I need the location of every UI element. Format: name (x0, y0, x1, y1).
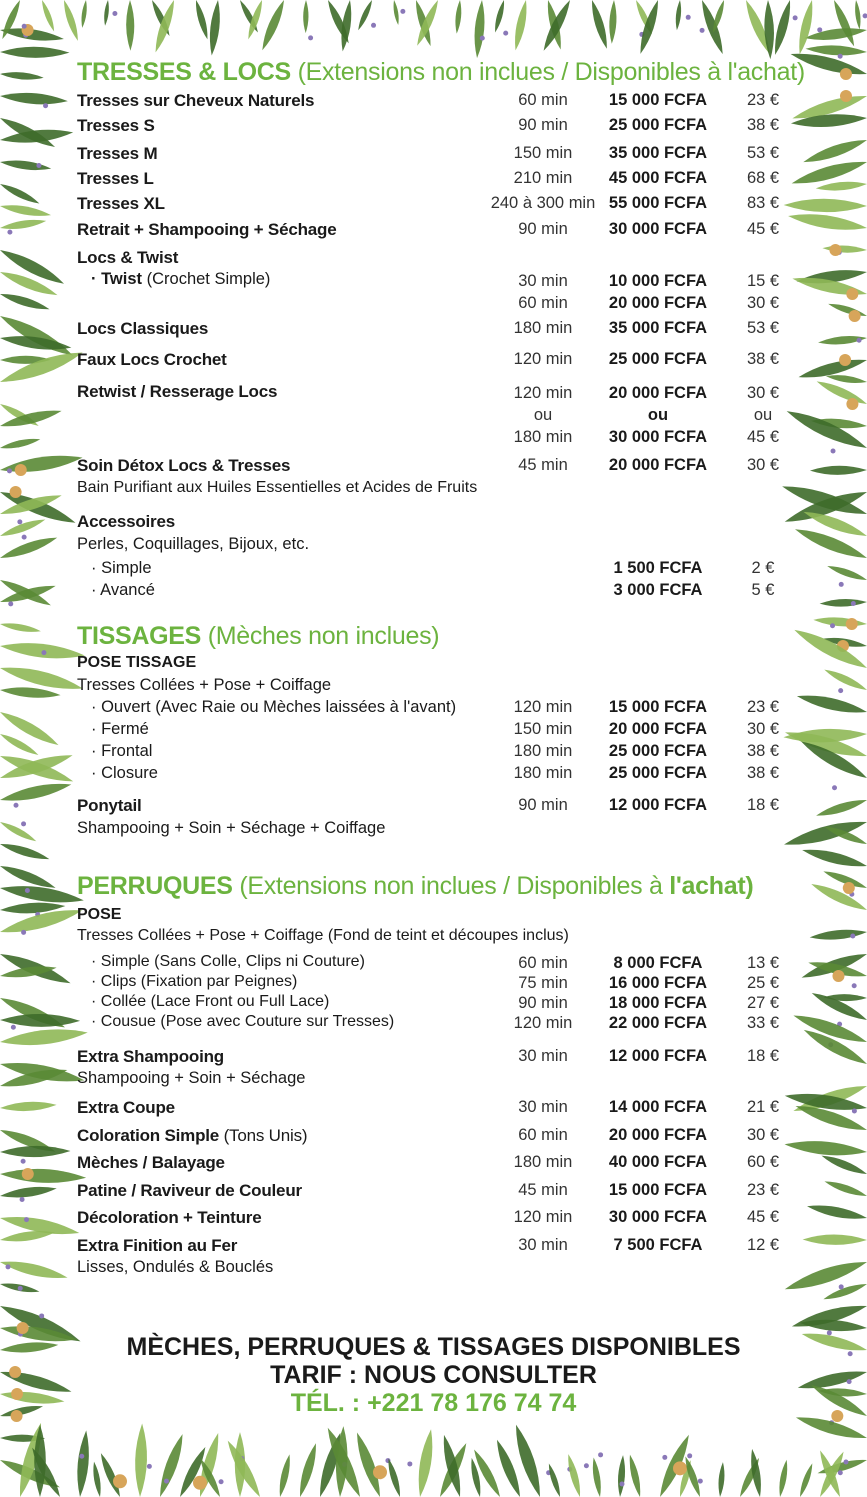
price-fcfa: 25 000 FCFA (608, 764, 708, 782)
leaf-icon (0, 158, 52, 173)
price-eur: 30 € (746, 456, 780, 474)
flower-icon (831, 448, 836, 453)
leaf-icon (0, 46, 70, 58)
leaf-icon (590, 1457, 603, 1497)
duration: 120 min (513, 698, 573, 716)
retwist-prices: 20 000 FCFA ou 30 000 FCFA (608, 384, 708, 446)
extra-item: Mèches / Balayage (77, 1153, 225, 1172)
leaf-icon (134, 1423, 148, 1497)
extra-item: Patine / Raviveur de Couleur (77, 1181, 302, 1200)
price-eur: 23 € (746, 91, 780, 109)
flower-icon (7, 468, 12, 473)
leaf-icon (207, 0, 222, 56)
item-name: Tresses sur Cheveux Naturels (77, 91, 315, 110)
price-eur: 45 € (746, 220, 780, 238)
duration: 120 min (513, 350, 573, 368)
leaf-icon (854, 0, 862, 30)
duration: 210 min (513, 169, 573, 187)
flower-icon (10, 486, 22, 498)
leaf-icon (797, 1462, 815, 1497)
leaf-icon (819, 598, 867, 607)
leaf-icon (540, 0, 574, 53)
leaf-icon (296, 1442, 321, 1497)
price-fcfa: 12 000 FCFA (608, 1047, 708, 1065)
price-eur: 38 € (746, 764, 780, 782)
leaf-icon (822, 245, 867, 254)
perruque-option: · Clips (Fixation par Peignes) (91, 973, 298, 990)
leaf-icon (0, 202, 52, 219)
leaf-icon (0, 1100, 57, 1112)
flower-icon (846, 288, 858, 300)
price-eur: 68 € (746, 169, 780, 187)
duration: 120 min (513, 1014, 573, 1032)
leaf-icon (823, 666, 867, 693)
flower-icon (373, 1465, 387, 1479)
duration: 90 min (518, 796, 568, 814)
price-fcfa: 22 000 FCFA (608, 1014, 708, 1032)
flower-icon (39, 1313, 44, 1318)
price-fcfa: 45 000 FCFA (608, 169, 708, 187)
flower-icon (113, 1474, 127, 1488)
extra-item-desc: Shampooing + Soin + Séchage (77, 1069, 306, 1087)
price-fcfa: 40 000 FCFA (608, 1153, 708, 1171)
flower-icon (584, 1463, 589, 1468)
accessoires-prices: 1 500 FCFA 3 000 FCFA (613, 559, 703, 599)
price-fcfa: 35 000 FCFA (608, 319, 708, 337)
leaf-icon (803, 1234, 867, 1245)
price-fcfa: 15 000 FCFA (608, 698, 708, 716)
flower-icon (698, 1479, 703, 1484)
leaf-icon (0, 840, 51, 863)
flower-icon (308, 35, 313, 40)
retwist-eurs: 30 € ou 45 € (746, 384, 780, 446)
flower-icon (21, 1159, 26, 1164)
price-eur: 38 € (746, 742, 780, 760)
flower-icon (852, 983, 857, 988)
flower-icon (620, 1482, 625, 1487)
extra-item: Décoloration + Teinture (77, 1208, 262, 1227)
price-eur: 25 € (746, 974, 780, 992)
flower-icon (193, 1476, 207, 1490)
retwist-durations: 120 min ou 180 min (513, 384, 573, 446)
flower-icon (852, 1108, 857, 1113)
footer-phone[interactable]: TÉL. : +221 78 176 74 74 (290, 1389, 577, 1417)
leaf-icon (588, 0, 611, 50)
price-fcfa: 30 000 FCFA (608, 220, 708, 238)
leaf-icon (804, 25, 867, 43)
leaf-icon (511, 0, 530, 51)
item-name: Tresses S (77, 116, 155, 135)
flower-icon (41, 650, 46, 655)
flower-icon (662, 1455, 667, 1460)
duration: 240 à 300 min (490, 194, 596, 212)
leaf-icon (0, 451, 84, 477)
leaf-icon (39, 0, 56, 32)
accessoires-desc: Perles, Coquillages, Bijoux, etc. (77, 535, 310, 553)
duration: 45 min (518, 1181, 568, 1199)
pose-tissage-title: POSE TISSAGE (77, 654, 197, 671)
leaf-icon (827, 301, 867, 319)
item-name: Tresses M (77, 144, 158, 163)
leaf-icon (0, 1184, 57, 1201)
flower-icon (700, 28, 705, 33)
flower-icon (840, 90, 852, 102)
leaf-icon (91, 1461, 103, 1497)
leaf-icon (80, 0, 88, 28)
flower-icon (79, 1454, 84, 1459)
leaf-icon (717, 1462, 726, 1497)
leaf-icon (810, 465, 867, 475)
flower-icon (838, 688, 843, 693)
flower-icon (15, 464, 27, 476)
price-eur: 83 € (746, 194, 780, 212)
price-fcfa: 35 000 FCFA (608, 144, 708, 162)
leaf-icon (0, 290, 51, 313)
leaf-icon (258, 0, 288, 52)
extra-item: Extra Finition au Fer (77, 1236, 238, 1255)
leaf-icon (0, 71, 44, 82)
price-eur: 53 € (746, 144, 780, 162)
price-fcfa: 7 500 FCFA (613, 1236, 703, 1254)
flower-icon (851, 601, 856, 606)
price-eur: 18 € (746, 1047, 780, 1065)
price-fcfa: 25 000 FCFA (608, 116, 708, 134)
price-eur: 30 € (746, 720, 780, 738)
price-eur: 23 € (746, 1181, 780, 1199)
leaf-icon (415, 1428, 437, 1497)
flower-icon (24, 1217, 29, 1222)
leaf-icon (0, 685, 61, 700)
price-fcfa: 20 000 FCFA (608, 720, 708, 738)
pose-perruque-title: POSE (77, 906, 122, 923)
duration: 30 min (518, 1047, 568, 1065)
twist-durations: 30 min 60 min (518, 272, 568, 312)
duration: 30 min (518, 1098, 568, 1116)
footer-tarif: TARIF : NOUS CONSULTER (270, 1361, 597, 1389)
price-fcfa: 16 000 FCFA (608, 974, 708, 992)
leaf-icon (813, 616, 867, 629)
price-eur: 38 € (746, 116, 780, 134)
item-name: Tresses L (77, 169, 154, 188)
flower-icon (839, 1284, 844, 1289)
leaf-icon (0, 310, 76, 361)
duration: 180 min (513, 1153, 573, 1171)
flower-icon (21, 821, 26, 826)
price-eur: 33 € (746, 1014, 780, 1032)
flower-icon (846, 398, 858, 410)
leaf-icon (809, 927, 867, 942)
price-fcfa: 20 000 FCFA (608, 1126, 708, 1144)
leaf-icon (0, 127, 74, 146)
flower-icon (43, 103, 48, 108)
leaf-icon (61, 0, 81, 42)
twist-option: · Twist (Crochet Simple) (91, 270, 271, 288)
price-fcfa: 25 000 FCFA (608, 350, 708, 368)
duration: 120 min (513, 1208, 573, 1226)
price-eur: 18 € (746, 796, 780, 814)
leaf-icon (303, 0, 309, 33)
price-fcfa: 20 000 FCFA (608, 456, 708, 474)
pose-perruque-desc: Tresses Collées + Pose + Coiffage (Fond de teint et découpes inclus) (77, 927, 569, 944)
duration: 90 min (518, 116, 568, 134)
leaf-icon (627, 1454, 644, 1497)
flower-icon (22, 535, 27, 540)
price-eur: 21 € (746, 1098, 780, 1116)
section-title-perruques: PERRUQUES (Extensions non inclues / Disponibles à l'achat) (77, 872, 754, 900)
leaf-icon (763, 0, 775, 59)
extra-item: Coloration Simple (Tons Unis) (77, 1126, 308, 1145)
leaf-icon (787, 210, 867, 235)
price-fcfa: 30 000 FCFA (608, 1208, 708, 1226)
leaf-icon (385, 1458, 403, 1497)
duration: 150 min (513, 720, 573, 738)
flower-icon (673, 1461, 687, 1475)
flower-icon (839, 354, 851, 366)
twist-prices: 10 000 FCFA 20 000 FCFA (608, 272, 708, 312)
flower-icon (793, 15, 798, 20)
pose-tissage-desc: Tresses Collées + Pose + Coiffage (77, 676, 332, 694)
item-name: Tresses XL (77, 194, 165, 213)
flower-icon (846, 618, 858, 630)
flower-icon (371, 23, 376, 28)
leaf-icon (0, 621, 41, 635)
flower-icon (18, 1286, 23, 1291)
leaf-icon (75, 1430, 92, 1497)
price-fcfa: 18 000 FCFA (608, 994, 708, 1012)
accessoires-options: · Simple · Avancé (91, 559, 155, 599)
price-fcfa: 55 000 FCFA (608, 194, 708, 212)
leaf-icon (223, 1438, 264, 1497)
flower-icon (480, 36, 485, 41)
duration: 90 min (518, 220, 568, 238)
leaf-icon (103, 0, 110, 26)
flower-icon (863, 13, 867, 18)
extra-item-desc: Lisses, Ondulés & Bouclés (77, 1258, 274, 1276)
section-title-tresses: TRESSES & LOCS (Extensions non inclues / Disponibles à l'achat) (77, 58, 805, 86)
price-eur: 53 € (746, 319, 780, 337)
duration: 45 min (518, 456, 568, 474)
flower-icon (829, 244, 841, 256)
flower-icon (832, 970, 844, 982)
flower-icon (7, 230, 12, 235)
leaf-icon (493, 0, 507, 33)
flower-icon (840, 68, 852, 80)
leaf-icon (565, 1453, 584, 1497)
flower-icon (6, 1264, 11, 1269)
leaf-icon (815, 180, 867, 193)
leaf-icon (546, 1463, 562, 1497)
price-eur: 45 € (746, 1208, 780, 1226)
duration: 90 min (518, 994, 568, 1012)
price-eur: 27 € (746, 994, 780, 1012)
flower-icon (21, 930, 26, 935)
locs-twist-title: Locs & Twist (77, 248, 179, 267)
flower-icon (20, 1197, 25, 1202)
accessoires-title: Accessoires (77, 512, 175, 531)
leaf-icon (0, 779, 73, 806)
leaf-icon (782, 815, 867, 851)
duration: 150 min (513, 144, 573, 162)
leaf-icon (0, 217, 47, 232)
leaf-icon (822, 1281, 867, 1303)
price-eur: 13 € (746, 954, 780, 972)
flower-icon (838, 54, 843, 59)
flower-icon (843, 1459, 848, 1464)
leaf-icon (392, 0, 400, 25)
leaf-icon (784, 1138, 867, 1159)
flower-icon (686, 15, 691, 20)
perruque-option: · Cousue (Pose avec Couture sur Tresses) (91, 1013, 395, 1030)
price-eur: 60 € (746, 1153, 780, 1171)
leaf-icon (0, 819, 38, 844)
duration: 75 min (518, 974, 568, 992)
flower-icon (849, 310, 861, 322)
leaf-icon (0, 707, 61, 749)
leaf-icon (806, 1201, 867, 1222)
flower-icon (839, 582, 844, 587)
flower-icon (164, 1479, 169, 1484)
flower-icon (14, 803, 19, 808)
faux-locs-crochet: Faux Locs Crochet (77, 350, 227, 369)
price-fcfa: 25 000 FCFA (608, 742, 708, 760)
price-eur: 38 € (746, 350, 780, 368)
flower-icon (17, 519, 22, 524)
tissage-option: · Closure (91, 764, 158, 782)
leaf-icon (0, 181, 41, 207)
flower-icon (8, 601, 13, 606)
leaf-icon (0, 993, 67, 1033)
leaf-icon (0, 91, 68, 107)
flower-icon (400, 9, 405, 14)
leaf-icon (826, 563, 867, 583)
leaf-icon (193, 0, 211, 40)
flower-icon (112, 11, 117, 16)
ponytail-desc: Shampooing + Soin + Séchage + Coiffage (77, 819, 386, 837)
twist-eurs: 15 € 30 € (746, 272, 780, 312)
leaf-icon (796, 691, 867, 718)
leaf-icon (820, 1152, 867, 1178)
duration: 180 min (513, 742, 573, 760)
item-name: Retrait + Shampooing + Séchage (77, 220, 337, 239)
soin-detox-desc: Bain Purifiant aux Huiles Essentielles et Acides de Fruits (77, 479, 478, 496)
section-title-tissages: TISSAGES (Mèches non inclues) (77, 622, 440, 650)
leaf-icon (777, 1459, 790, 1497)
soin-detox: Soin Détox Locs & Tresses (77, 456, 291, 475)
leaf-icon (674, 0, 682, 31)
duration: 60 min (518, 1126, 568, 1144)
price-eur: 30 € (746, 1126, 780, 1144)
tissage-option: · Fermé (91, 720, 149, 738)
leaf-icon (771, 0, 795, 56)
flower-icon (838, 1470, 843, 1475)
price-eur: 12 € (746, 1236, 780, 1254)
flower-icon (147, 1464, 152, 1469)
flower-icon (22, 24, 27, 29)
flower-icon (503, 31, 508, 36)
flower-icon (857, 338, 862, 343)
accessoires-eurs: 2 € 5 € (751, 559, 775, 599)
ponytail: Ponytail (77, 796, 142, 815)
leaf-icon (277, 1454, 293, 1497)
leaf-icon (472, 0, 486, 59)
flower-icon (407, 1461, 412, 1466)
leaf-icon (801, 845, 867, 871)
leaf-icon (126, 0, 135, 51)
leaf-icon (0, 436, 41, 451)
leaf-icon (608, 0, 617, 44)
price-fcfa: 15 000 FCFA (608, 91, 708, 109)
flower-icon (219, 1479, 224, 1484)
extra-item: Extra Shampooing (77, 1047, 224, 1066)
leaf-icon (0, 1145, 71, 1157)
flower-icon (598, 1452, 603, 1457)
price-fcfa: 14 000 FCFA (608, 1098, 708, 1116)
footer-availability: MÈCHES, PERRUQUES & TISSAGES DISPONIBLES (126, 1333, 741, 1361)
leaf-icon (791, 624, 867, 674)
flower-icon (25, 888, 30, 893)
leaf-icon (0, 1257, 69, 1283)
leaf-icon (0, 1167, 86, 1185)
leaf-icon (617, 1455, 627, 1497)
flower-icon (36, 163, 41, 168)
price-fcfa: 15 000 FCFA (608, 1181, 708, 1199)
flower-icon (817, 27, 822, 32)
locs-classiques: Locs Classiques (77, 319, 209, 338)
price-fcfa: 12 000 FCFA (608, 796, 708, 814)
price-eur: 23 € (746, 698, 780, 716)
flower-icon (22, 1168, 34, 1180)
leaf-icon (0, 533, 59, 563)
leaf-icon (784, 405, 867, 455)
retwist: Retwist / Resserage Locs (77, 382, 278, 401)
price-fcfa: 8 000 FCFA (613, 954, 703, 972)
duration: 180 min (513, 319, 573, 337)
leaf-icon (0, 346, 85, 389)
leaf-icon (815, 796, 867, 820)
flower-icon (11, 1025, 16, 1030)
flower-icon (830, 623, 835, 628)
flower-icon (843, 882, 855, 894)
perruque-option: · Collée (Lace Front ou Full Lace) (91, 993, 330, 1010)
tissage-option: · Frontal (91, 742, 153, 760)
perruque-option: · Simple (Sans Colle, Clips ni Couture) (91, 953, 365, 970)
duration: 60 min (518, 954, 568, 972)
extra-item: Extra Coupe (77, 1098, 175, 1117)
leaf-icon (823, 1178, 867, 1199)
duration: 30 min (518, 1236, 568, 1254)
flower-icon (687, 1453, 692, 1458)
flower-icon (850, 933, 855, 938)
flower-icon (832, 785, 837, 790)
duration: 180 min (513, 764, 573, 782)
leaf-icon (830, 0, 858, 48)
leaf-icon (825, 373, 867, 385)
duration: 60 min (518, 91, 568, 109)
tissage-option: · Ouvert (Avec Raie ou Mèches laissées à l'avant) (91, 698, 457, 716)
leaf-icon (454, 0, 463, 34)
leaf-icon (784, 198, 867, 212)
